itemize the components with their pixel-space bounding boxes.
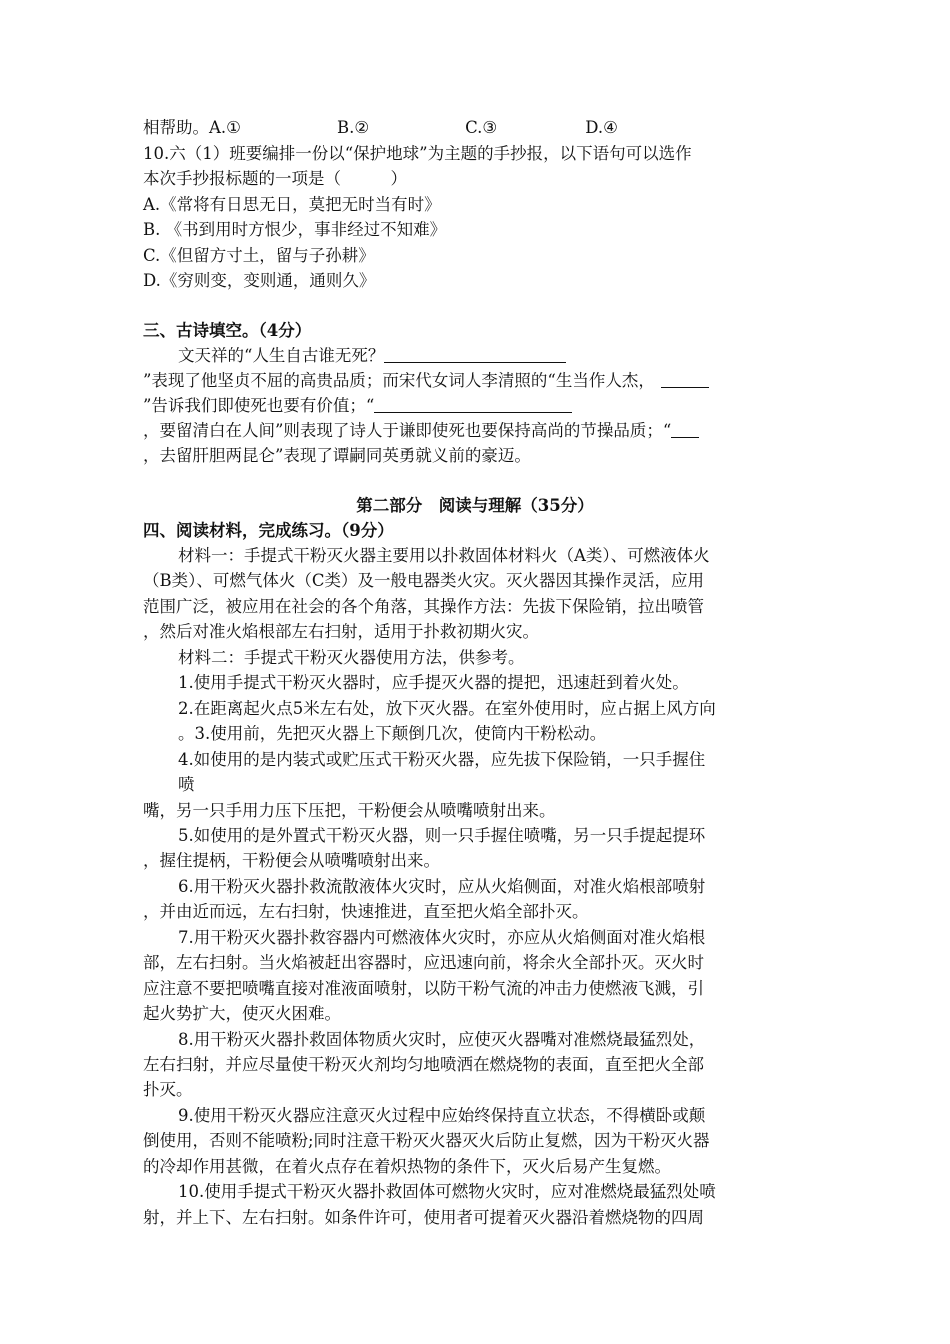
material-line: ，并由近而远，左右扫射，快速推进，直至把火焰全部扑灭。 (143, 902, 589, 921)
material-line: 10.使用手提式干粉灭火器扑救固体可燃物火灾时，应对准燃烧最猛烈处喷 (178, 1182, 716, 1201)
poem-line2-text: ”表现了他坚贞不屈的高贵品质；而宋代女词人李清照的“生当作人杰， (143, 371, 655, 390)
section3-line1 (178, 343, 848, 369)
material-line: ，握住提柄，干粉便会从喷嘴喷射出来。 (143, 851, 440, 870)
section3-line4 (143, 418, 813, 444)
material-line: 6.用干粉灭火器扑救流散液体火灾时，应从火焰侧面，对准火焰根部喷射 (178, 877, 706, 896)
material-line: 2.在距离起火点5米左右处，放下灭火器。在室外使用时，应占据上风方向 (178, 699, 716, 718)
material-line: 范围广泛，被应用在社会的各个角落，其操作方法：先拔下保险销，拉出喷管 (143, 597, 704, 616)
fill-blank-3[interactable] (374, 394, 572, 413)
material-line: 。3.使用前，先把灭火器上下颠倒几次，使筒内干粉松动。 (178, 724, 607, 743)
material-line: 应注意不要把喷嘴直接对准液面喷射，以防干粉气流的冲击力使燃液飞溅，引 (143, 979, 704, 998)
material-line: 嘴，另一只手用力压下压把，干粉便会从喷嘴喷射出来。 (143, 801, 556, 820)
material-line: 5.如使用的是外置式干粉灭火器，则一只手握住喷嘴，另一只手提起提环 (178, 826, 706, 845)
fill-blank-1[interactable] (384, 344, 566, 363)
q9-option-a: A.① (209, 118, 241, 137)
section4-heading: 四、阅读材料，完成练习。（9分） (143, 521, 394, 540)
q9-options-line (143, 115, 813, 141)
poem-line1-text: 文天祥的“人生自古谁无死？ (178, 346, 385, 365)
q10-option-c: C.《但留方寸土，留与子孙耕》 (143, 246, 375, 265)
poem-line3-text: ”告诉我们即使死也要有价值；“ (143, 396, 375, 415)
q9-option-c: C.③ (465, 118, 498, 137)
material-line: ，然后对准火焰根部左右扫射，适用于扑救初期火灾。 (143, 622, 539, 641)
material-line: 7.用干粉灭火器扑救容器内可燃液体火灾时，亦应从火焰侧面对准火焰根 (178, 928, 706, 947)
q10-stem-line2: 本次手抄报标题的一项是（ ） (143, 169, 407, 188)
q9-option-d: D.④ (585, 118, 618, 137)
material-line: 射，并上下、左右扫射。如条件许可，使用者可提着灭火器沿着燃烧物的四周 (143, 1208, 704, 1227)
fill-blank-4[interactable] (671, 419, 699, 438)
q10-option-a: A.《常将有日思无日，莫把无时当有时》 (143, 195, 441, 214)
material-line: 9.使用干粉灭火器应注意灭火过程中应始终保持直立状态，不得横卧或颠 (178, 1106, 706, 1125)
section3-line2 (143, 368, 813, 394)
q10-stem-line1: 10.六（1）班要编排一份以“保护地球”为主题的手抄报，以下语句可以选作 (143, 144, 692, 163)
material-line: 倒使用，否则不能喷粉;同时注意干粉灭火器灭火后防止复燃，因为干粉灭火器 (143, 1131, 710, 1150)
poem-line4-text: ，要留清白在人间”则表现了诗人于谦即使死也要保持高尚的节操品质；“ (143, 421, 672, 440)
fill-blank-2[interactable] (661, 369, 709, 388)
material-line: 扑灭。 (143, 1080, 193, 1099)
q10-option-d: D.《穷则变，变则通，通则久》 (143, 271, 376, 290)
material-line: 起火势扩大，使灭火困难。 (143, 1004, 341, 1023)
q9-option-b: B.② (336, 118, 370, 137)
material-line: 的冷却作用甚微，在着火点存在着炽热物的条件下，灭火后易产生复燃。 (143, 1157, 671, 1176)
section3-heading: 三、古诗填空。（4分） (143, 321, 312, 340)
material-line: 喷 (178, 775, 195, 794)
material-line: 材料二：手提式干粉灭火器使用方法，供参考。 (178, 648, 525, 667)
section3-line3 (143, 393, 813, 419)
material-line: 部，左右扫射。当火焰被赶出容器时，应迅速向前，将余火全部扑灭。灭火时 (143, 953, 704, 972)
material-line: （B类）、可燃气体火（C类）及一般电器类火灾。灭火器因其操作灵活，应用 (143, 571, 704, 590)
material-line: 左右扫射，并应尽量使干粉灭火剂均匀地喷洒在燃烧物的表面，直至把火全部 (143, 1055, 704, 1074)
material-line: 1.使用手提式干粉灭火器时，应手提灭火器的提把，迅速赶到着火处。 (178, 673, 689, 692)
material-line: 材料一：手提式干粉灭火器主要用以扑救固体材料火（A类）、可燃液体火 (178, 546, 710, 565)
q9-lead-text: 相帮助。 (143, 118, 209, 137)
material-line: 4.如使用的是内装式或贮压式干粉灭火器，应先拔下保险销，一只手握住 (178, 750, 706, 769)
section3-line5: ，去留肝胆两昆仑”表现了谭嗣同英勇就义前的豪迈。 (143, 446, 531, 465)
part2-title: 第二部分 阅读与理解（35分） (356, 496, 594, 515)
q10-option-b: B. 《书到用时方恨少，事非经过不知难》 (143, 220, 447, 239)
material-line: 8.用干粉灭火器扑救固体物质火灾时，应使灭火器嘴对准燃烧最猛烈处， (178, 1030, 706, 1049)
